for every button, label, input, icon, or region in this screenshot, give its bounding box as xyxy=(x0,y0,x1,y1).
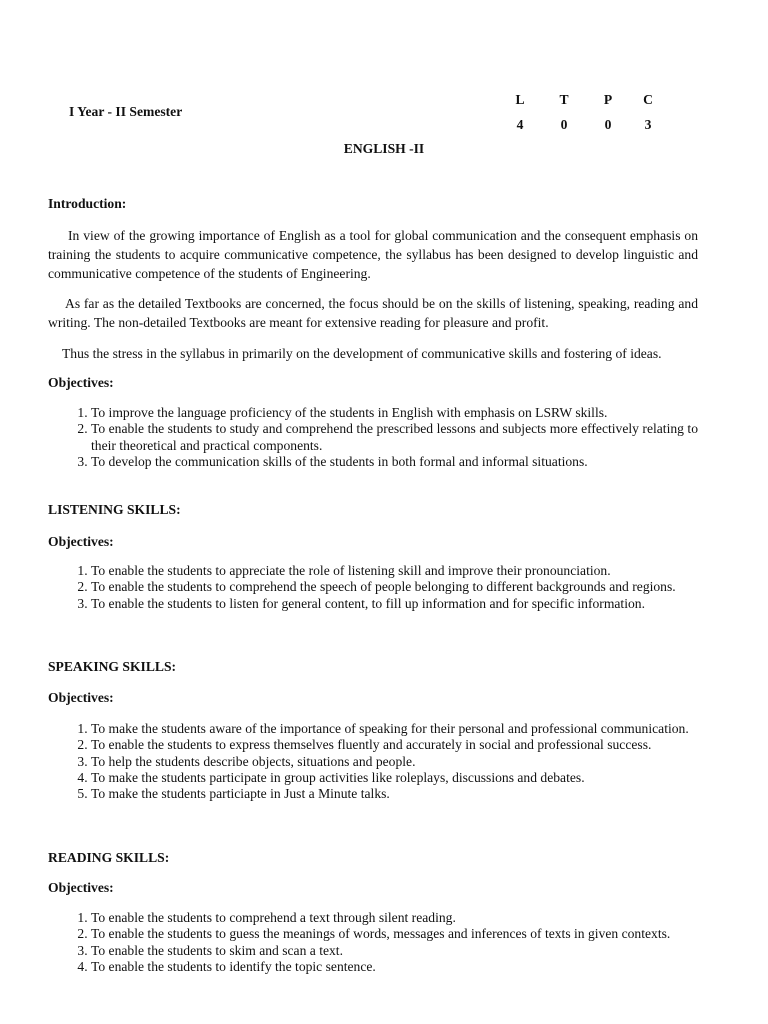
listening-heading: LISTENING SKILLS: xyxy=(48,502,181,517)
intro-paragraph-3: Thus the stress in the syllabus in primarily on the development of communicative skills and fostering of ideas. xyxy=(62,346,662,361)
list-item: 2. To enable the students to comprehend the speech of people belonging to different backgrounds and regions. xyxy=(91,579,698,595)
intro-paragraph-1: In view of the growing importance of English as a tool for global communication and the consequent emphasis on training the students to acquire communicative competence, the syllabus has been designed to develop linguistic and communicative competence of the students of Engineering. xyxy=(48,228,698,281)
ltpc-label-l: L xyxy=(515,92,525,107)
list-item: 1. To make the students aware of the importance of speaking for their personal and professional communication. xyxy=(91,721,698,737)
ltpc-value-c: 3 xyxy=(644,117,652,132)
speaking-objectives-heading: Objectives: xyxy=(48,690,114,705)
list-item: 3. To help the students describe objects, situations and people. xyxy=(91,754,698,770)
list-item: 3. To enable the students to skim and scan a text. xyxy=(91,943,698,959)
semester-label: I Year - II Semester xyxy=(69,104,183,119)
listening-objectives-heading: Objectives: xyxy=(48,534,114,549)
introduction-heading: Introduction: xyxy=(48,196,127,211)
reading-objectives-heading: Objectives: xyxy=(48,880,114,895)
list-item: 1. To enable the students to comprehend a text through silent reading. xyxy=(91,910,698,926)
list-item: 1. To improve the language proficiency of the students in English with emphasis on LSRW skills. xyxy=(91,405,698,421)
ltpc-label-t: T xyxy=(559,92,569,107)
list-item: 4. To enable the students to identify the topic sentence. xyxy=(91,959,698,975)
objectives-heading: Objectives: xyxy=(48,375,114,390)
list-item: 3. To develop the communication skills of the students in both formal and informal situations. xyxy=(91,454,698,470)
intro-paragraph-2: As far as the detailed Textbooks are concerned, the focus should be on the skills of listening, speaking, reading and writing. The non-detailed Textbooks are meant for extensive reading for pleasure and profit. xyxy=(48,296,698,330)
list-item: 2. To enable the students to guess the meanings of words, messages and inferences of texts in given contexts. xyxy=(91,926,698,942)
list-item: 5. To make the students particiapte in Just a Minute talks. xyxy=(91,786,698,802)
ltpc-value-t: 0 xyxy=(560,117,568,132)
speaking-heading: SPEAKING SKILLS: xyxy=(48,659,177,674)
reading-objectives-list xyxy=(48,910,698,975)
ltpc-value-p: 0 xyxy=(604,117,612,132)
speaking-objectives-list xyxy=(48,721,698,802)
ltpc-value-l: 4 xyxy=(516,117,524,132)
list-item: 2. To enable the students to study and comprehend the prescribed lessons and subjects more effectively relating to their theoretical and practical components. xyxy=(91,421,698,454)
list-item: 4. To make the students participate in group activities like roleplays, discussions and debates. xyxy=(91,770,698,786)
objectives-list xyxy=(48,405,698,470)
listening-objectives-list xyxy=(48,563,698,612)
reading-heading: READING SKILLS: xyxy=(48,850,170,865)
list-item: 2. To enable the students to express themselves fluently and accurately in social and professional success. xyxy=(91,737,698,753)
ltpc-label-c: C xyxy=(643,92,653,107)
list-item: 3. To enable the students to listen for general content, to fill up information and for specific information. xyxy=(91,596,698,612)
list-item: 1. To enable the students to appreciate the role of listening skill and improve their pronounciation. xyxy=(91,563,698,579)
page-title: ENGLISH -II xyxy=(343,141,425,156)
ltpc-label-p: P xyxy=(603,92,613,107)
